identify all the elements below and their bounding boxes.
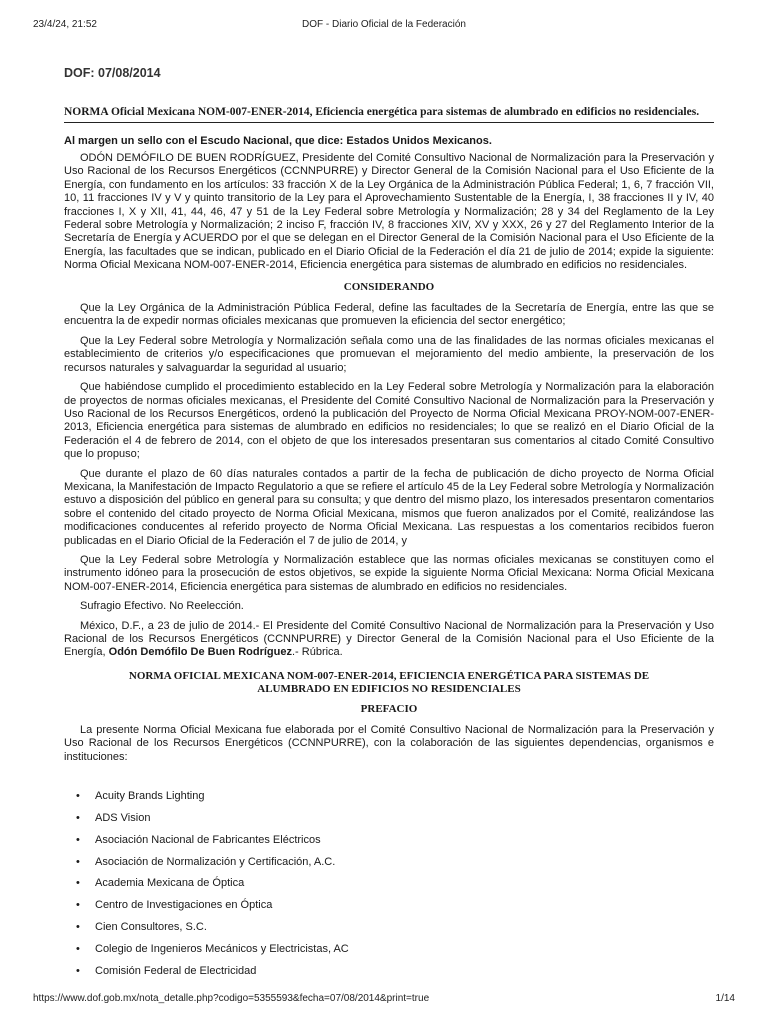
list-item [64,965,714,978]
firma-suffix: .- Rúbrica. [291,646,343,659]
firma-text: México, D.F., a 23 de julio de 2014.- El Presidente del Comité Consultivo Nacional de Normalización para la Preservación y Uso Racional de los Recursos Energéticos (CCNNPURRE) y Director General de la Comisión Nacional para el Uso Eficiente de la Energía, [64,619,714,659]
considerando-paragraph: Que la Ley Orgánica de la Administración Pública Federal, define las facultades de la Secretaría de Energía, entre las que se encuentra la de expedir normas oficiales mexicanas que promueven la eficiencia del sector energético; [64,302,714,328]
prefacio-heading: PREFACIO [360,702,418,715]
print-timestamp: 23/4/24, 21:52 [33,19,97,30]
list-item-label: Colegio de Ingenieros Mecánicos y Electricistas, AC [95,942,349,955]
list-item [64,877,714,890]
considerando-paragraph: Que durante el plazo de 60 días naturales contados a partir de la fecha de publicación de dicho proyecto de Norma Oficial Mexicana, la Manifestación de Impacto Regulatorio a que se refiere el artículo 45 de la Ley Federal sobre Metrología y Normalización estuvo a disposición del público en general para su consulta; y que dentro del mismo plazo, los interesados presentaron comentarios sobre el contenido del citado proyecto de Norma Oficial Mexicana, mismos que fueron analizados por el Comité, realizándose las modificaciones conducentes al referido proyecto de Norma Oficial Mexicana. Las respuestas a los comentarios recibidos fueron publicadas en el Diario Oficial de la Federación el 7 de julio de 2014, y [64,467,714,547]
list-item [64,856,714,869]
firma-name: Odón Demófilo De Buen Rodríguez [108,646,292,659]
intro-paragraph: ODÓN DEMÓFILO DE BUEN RODRÍGUEZ, Presidente del Comité Consultivo Nacional de Normalización para la Preservación y Uso Racional de los Recursos Energéticos (CCNNPURRE) y Director General de la Comisión Nacional para el Uso Eficiente de la Energía, con fundamento en los artículos: 33 fracción X de la Ley Orgánica de la Administración Pública Federal; 1, 6, 7 fracción VII, 10, 11 fracciones IV y V y quinto transitorio de la Ley para el Aprovechamiento Sustentable de la Energía, I, 38 fracciones II y IV, 40 fracciones I, X y XII, 41, 44, 46, 47 y 51 de la Ley Federal sobre Metrología y Normalización; 28 y 34 del Reglamento de la Ley Federal sobre Metrología y Normalización; 2 inciso F, fracción IV, 8 fracciones XIV, XV y XXX, 26 y 27 del Reglamento Interior de la Secretaría de Energía y ACUERDO por el que se delegan en el Director General de la Comisión Nacional para el Uso Eficiente de la Energía, las facultades que se indican, publicado en el Diario Oficial de la Federación el día 21 de julio de 2014; expide la siguiente: Norma Oficial Mexicana NOM-007-ENER-2014, Eficiencia energética para sistemas de alumbrado en edificios no residenciales. [64,152,714,272]
considerando-paragraph: Que la Ley Federal sobre Metrología y Normalización señala como una de las finalidades de las normas oficiales mexicanas el establecimiento de criterios y/o especificaciones que promuevan el mejoramiento del medio ambiente, la preservación de los recursos naturales y salvaguardar la seguridad al usuario; [64,334,714,374]
bullet-icon: • [76,899,80,912]
norma-heading-line: NORMA OFICIAL MEXICANA NOM-007-ENER-2014, EFICIENCIA ENERGÉTICA PARA SISTEMAS DE [128,669,650,682]
prefacio-paragraph: La presente Norma Oficial Mexicana fue elaborada por el Comité Consultivo Nacional de Normalización para la Preservación y Uso Racional de los Recursos Energéticos (CCNNPURRE), con la colaboración de las siguientes dependencias, organismos e instituciones: [64,724,714,763]
list-item [64,812,714,825]
list-item-label: Acuity Brands Lighting [95,790,205,803]
considerando-paragraph: Que la Ley Federal sobre Metrología y Normalización establece que las normas oficiales mexicanas se constituyen como el instrumento idóneo para la prosecución de estos objetivos, se expide la siguiente Norma Oficial Mexicana: Norma Oficial Mexicana NOM-007-ENER-2014, Eficiencia energética para sistemas de alumbrado en edificios no residenciales. [64,553,714,593]
norma-heading-line: ALUMBRADO EN EDIFICIOS NO RESIDENCIALES [257,683,521,696]
norma-title: NORMA Oficial Mexicana NOM-007-ENER-2014, Eficiencia energética para sistemas de alumbrado en edificios no residenciales. [64,106,714,123]
list-item [64,943,714,956]
dof-date: DOF: 07/08/2014 [64,66,161,80]
list-item [64,834,714,847]
considerando-paragraph: Que habiéndose cumplido el procedimiento establecido en la Ley Federal sobre Metrología y Normalización para la elaboración de proyectos de normas oficiales mexicanas, el Presidente del Comité Consultivo Nacional de Normalización para la Preservación y Uso Racional de los Recursos Energéticos, ordenó la publicación del Proyecto de Norma Oficial Mexicana PROY-NOM-007-ENER-2013, Eficiencia energética para sistemas de alumbrado en edificios no residenciales; lo que se realizó en el Diario Oficial de la Federación el 4 de febrero de 2014, con el objeto de que los interesados presentaran sus comentarios al citado Comité Consultivo que lo propuso; [64,381,714,461]
list-item [64,921,714,934]
bullet-icon: • [76,790,80,803]
list-item-label: Asociación Nacional de Fabricantes Eléctricos [95,833,321,846]
list-item-label: ADS Vision [95,812,151,825]
document-body [64,106,714,986]
considerando-heading: CONSIDERANDO [343,280,435,293]
bullet-icon: • [76,964,80,977]
bullet-icon: • [76,877,80,890]
norma-heading [64,670,714,697]
print-page-title: DOF - Diario Oficial de la Federación [302,19,466,30]
institutions-list [64,790,714,977]
bullet-icon: • [76,921,80,934]
firma-paragraph [64,620,714,660]
bullet-icon: • [76,812,80,825]
print-page-number: 1/14 [715,993,735,1004]
print-header [33,19,735,33]
list-item-label: Asociación de Normalización y Certificación, A.C. [95,855,336,868]
list-item-label: Academia Mexicana de Óptica [95,877,245,890]
list-item-label: Centro de Investigaciones en Óptica [95,899,273,912]
sufragio-line: Sufragio Efectivo. No Reelección. [80,600,244,613]
sello-note: Al margen un sello con el Escudo Nacional, que dice: Estados Unidos Mexicanos. [64,135,492,147]
bullet-icon: • [76,942,80,955]
list-item [64,899,714,912]
bullet-icon: • [76,855,80,868]
list-item-label: Cien Consultores, S.C. [95,921,207,934]
bullet-icon: • [76,833,80,846]
list-item-label: Comisión Federal de Electricidad [95,964,257,977]
list-item [64,790,714,803]
print-url: https://www.dof.gob.mx/nota_detalle.php?codigo=5355593&fecha=07/08/2014&print=true [33,993,430,1004]
print-footer [33,993,735,1007]
